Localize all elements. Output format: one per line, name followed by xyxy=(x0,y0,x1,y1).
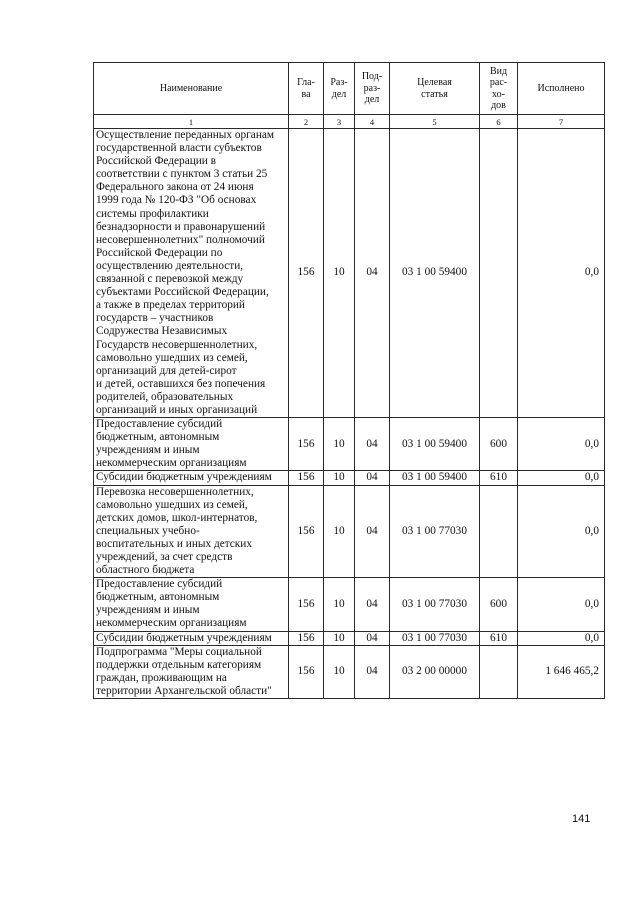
column-number: 2 xyxy=(289,115,324,129)
column-number-row xyxy=(94,115,605,129)
row-razdel-cell: 10 xyxy=(324,631,355,645)
row-target-cell: 03 1 00 59400 xyxy=(390,129,480,418)
header-name xyxy=(94,63,289,115)
row-razdel-cell: 10 xyxy=(324,471,355,485)
row-vid-cell: 600 xyxy=(480,418,518,471)
row-podrazdel-cell: 04 xyxy=(355,485,390,578)
header-glava xyxy=(289,63,324,115)
row-vid-cell: 610 xyxy=(480,631,518,645)
row-razdel-cell: 10 xyxy=(324,485,355,578)
row-podrazdel-cell: 04 xyxy=(355,418,390,471)
column-number: 5 xyxy=(390,115,480,129)
column-number: 4 xyxy=(355,115,390,129)
table-row xyxy=(94,129,605,418)
header-target-text: Целевая статья xyxy=(417,77,452,100)
header-podrazdel xyxy=(355,63,390,115)
row-name-cell: Подпрограмма "Меры социальной поддержки отдельным категориям граждан, проживающим на территории Архангельской области" xyxy=(94,645,289,698)
row-target-cell: 03 1 00 77030 xyxy=(390,578,480,631)
row-glava-cell: 156 xyxy=(289,418,324,471)
row-glava-cell: 156 xyxy=(289,578,324,631)
row-name-cell: Перевозка несовершеннолетних, самовольно ушедших из семей, детских домов, школ-интернатов, специальных учебно- воспитательных и иных детских учреждений, за счет средств областного бюджета xyxy=(94,485,289,578)
header-row xyxy=(94,63,605,115)
row-target-cell: 03 1 00 77030 xyxy=(390,485,480,578)
column-number: 3 xyxy=(324,115,355,129)
row-glava-cell: 156 xyxy=(289,485,324,578)
row-glava-cell: 156 xyxy=(289,129,324,418)
row-vid-cell xyxy=(480,645,518,698)
row-target-cell: 03 1 00 77030 xyxy=(390,631,480,645)
row-name-cell: Предоставление субсидий бюджетным, автономным учреждениям и иным некоммерческим организациям xyxy=(94,418,289,471)
budget-execution-table xyxy=(93,62,605,699)
row-razdel-cell: 10 xyxy=(324,645,355,698)
table-row xyxy=(94,485,605,578)
row-vid-cell xyxy=(480,485,518,578)
header-vid xyxy=(480,63,518,115)
row-target-cell: 03 1 00 59400 xyxy=(390,471,480,485)
header-executed xyxy=(518,63,605,115)
row-vid-cell xyxy=(480,129,518,418)
row-name-cell: Субсидии бюджетным учреждениям xyxy=(94,471,289,485)
header-razdel xyxy=(324,63,355,115)
header-vid-text: Вид рас- хо- дов xyxy=(489,65,508,111)
row-executed-cell: 0,0 xyxy=(518,578,605,631)
row-name-cell: Субсидии бюджетным учреждениям xyxy=(94,631,289,645)
row-razdel-cell: 10 xyxy=(324,418,355,471)
row-executed-cell: 0,0 xyxy=(518,631,605,645)
row-target-cell: 03 1 00 59400 xyxy=(390,418,480,471)
table-row xyxy=(94,418,605,471)
row-executed-cell: 0,0 xyxy=(518,485,605,578)
row-executed-cell: 1 646 465,2 xyxy=(518,645,605,698)
header-name-text: Наименование xyxy=(159,82,223,94)
column-number: 7 xyxy=(518,115,605,129)
row-razdel-cell: 10 xyxy=(324,578,355,631)
row-podrazdel-cell: 04 xyxy=(355,129,390,418)
table-body xyxy=(94,129,605,699)
header-razdel-text: Раз- дел xyxy=(330,77,348,100)
row-executed-cell: 0,0 xyxy=(518,418,605,471)
column-number: 6 xyxy=(480,115,518,129)
row-executed-cell: 0,0 xyxy=(518,471,605,485)
header-glava-text: Гла- ва xyxy=(297,77,315,100)
page-number: 141 xyxy=(572,813,591,825)
header-executed-text: Исполнено xyxy=(537,82,585,94)
row-vid-cell: 600 xyxy=(480,578,518,631)
row-glava-cell: 156 xyxy=(289,645,324,698)
row-podrazdel-cell: 04 xyxy=(355,645,390,698)
table-row xyxy=(94,631,605,645)
table-row xyxy=(94,578,605,631)
row-name-cell: Осуществление переданных органам государственной власти субъектов Российской Федерации в соответствии с пунктом 3 статьи 25 Федерального закона от 24 июня 1999 года № 120-ФЗ "Об основах системы профилактики безнадзорности и правонарушений несовершеннолетних" полномочий Российской Федерации по осуществлению деятельности, связанной с перевозкой между субъектами Российской Федерации, а также в пределах территорий государств – участников Содружества Независимых Государств несовершеннолетних, самовольно ушедших из семей, организаций для детей-сирот и детей, оставшихся без попечения родителей, образовательных организаций и иных организаций xyxy=(94,129,289,418)
row-glava-cell: 156 xyxy=(289,631,324,645)
row-razdel-cell: 10 xyxy=(324,129,355,418)
row-name-cell: Предоставление субсидий бюджетным, автономным учреждениям и иным некоммерческим организациям xyxy=(94,578,289,631)
table-row xyxy=(94,645,605,698)
row-podrazdel-cell: 04 xyxy=(355,578,390,631)
header-target xyxy=(390,63,480,115)
row-vid-cell: 610 xyxy=(480,471,518,485)
row-podrazdel-cell: 04 xyxy=(355,631,390,645)
row-podrazdel-cell: 04 xyxy=(355,471,390,485)
row-executed-cell: 0,0 xyxy=(518,129,605,418)
column-number: 1 xyxy=(94,115,289,129)
header-podrazdel-text: Под- раз- дел xyxy=(361,71,383,106)
row-glava-cell: 156 xyxy=(289,471,324,485)
table-row xyxy=(94,471,605,485)
row-target-cell: 03 2 00 00000 xyxy=(390,645,480,698)
